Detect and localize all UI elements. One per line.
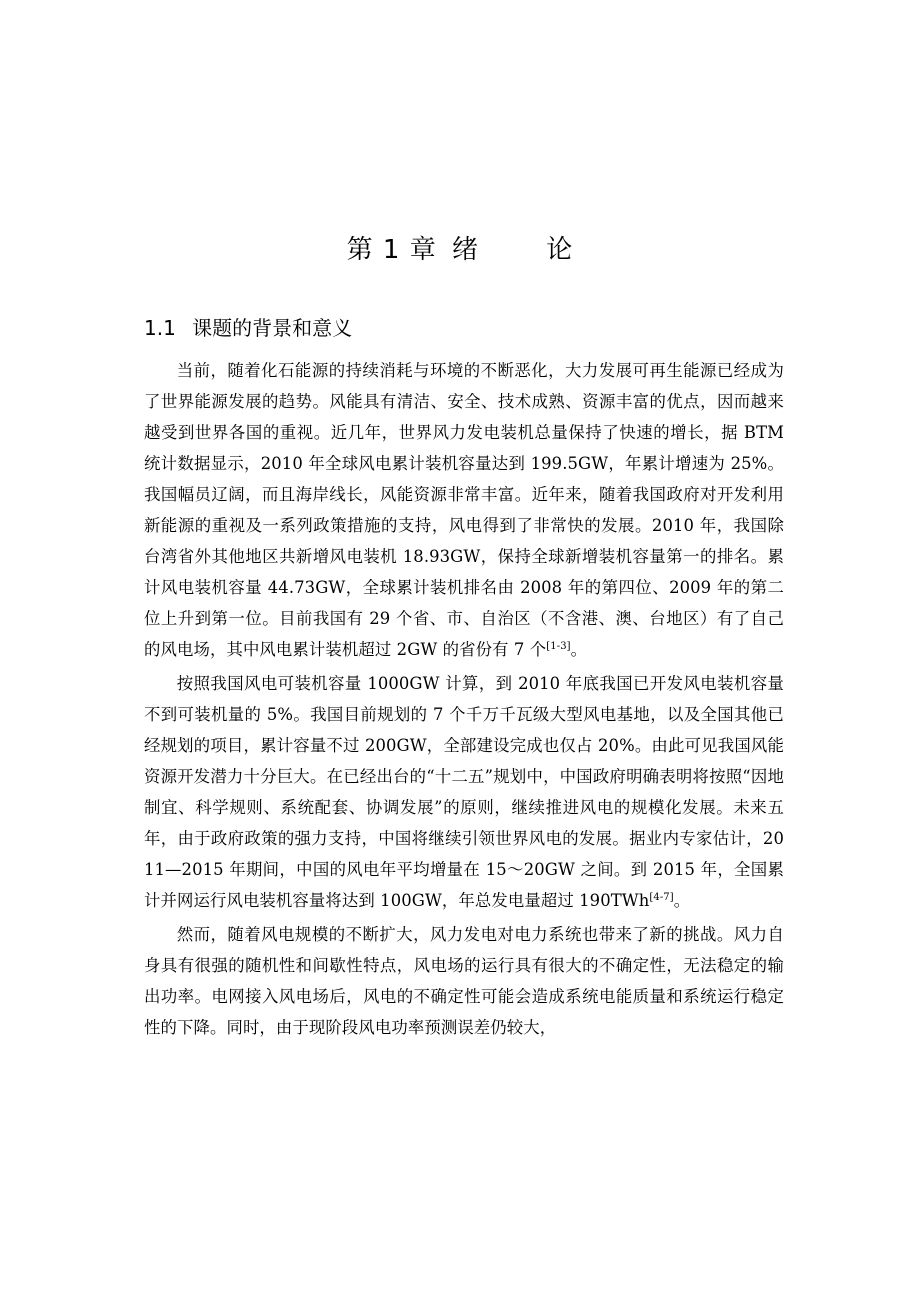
- section-title: 课题的背景和意义: [192, 316, 353, 340]
- paragraph-text: 然而，随着风电规模的不断扩大，风力发电对电力系统也带来了新的挑战。风力自身具有很强的随机性和间歇性特点，风电场的运行具有很大的不确定性，无法稳定的输出功率。电网接入风电场后，风电的不确定性可能会造成系统电能质量和系统运行稳定性的下降。同时，由于现阶段风电功率预测误差仍较大，: [144, 925, 784, 1037]
- chapter-title: [0, 232, 920, 268]
- paragraph-3: [144, 919, 784, 1043]
- section-heading: [144, 313, 352, 343]
- paragraph-2: [144, 668, 784, 916]
- chapter-number: 第 1 章: [346, 235, 437, 265]
- chapter-title-word-1: 绪: [452, 235, 480, 265]
- citation-reference: [4-7]: [649, 892, 674, 903]
- paragraph-end: 。: [673, 891, 691, 910]
- section-number: 1.1: [144, 316, 176, 340]
- paragraph-text: 当前，随着化石能源的持续消耗与环境的不断恶化，大力发展可再生能源已经成为了世界能源发展的趋势。风能具有清洁、安全、技术成熟、资源丰富的优点，因而越来越受到世界各国的重视。近几年，世界风力发电装机总量保持了快速的增长，据 BTM 统计数据显示，2010 年全球风电累计装机容量达到 199.5GW，年累计增速为 25%。我国幅员辽阔，而且海岸线长，风能资源非常丰富。近年来，随着我国政府对开发利用新能源的重视及一系列政策措施的支持，风电得到了非常快的发展。2010 年，我国除台湾省外其他地区共新增风电装机 18.93GW，保持全球新增装机容量第一的排名。累计风电装机容量 44.73GW，全球累计装机排名由 2008 年的第四位、2009 年的第二位上升到第一位。目前我国有 29 个省、市、自治区（不含港、澳、台地区）有了自己的风电场，其中风电累计装机超过 2GW 的省份有 7 个: [144, 361, 784, 659]
- citation-reference: [1-3]: [546, 641, 571, 652]
- paragraph-end: 。: [570, 640, 588, 659]
- paragraph-1: [144, 355, 784, 665]
- chapter-title-word-2: 论: [546, 235, 574, 265]
- body-text: [144, 355, 784, 1046]
- paragraph-text: 按照我国风电可装机容量 1000GW 计算，到 2010 年底我国已开发风电装机容量不到可装机量的 5%。我国目前规划的 7 个千万千瓦级大型风电基地，以及全国其他已经规划的项目，累计容量不过 200GW，全部建设完成也仅占 20%。由此可见我国风能资源开发潜力十分巨大。在已经出台的“十二五”规划中，中国政府明确表明将按照“因地制宜、科学规则、系统配套、协调发展”的原则，继续推进风电的规模化发展。未来五年，由于政府政策的强力支持，中国将继续引领世界风电的发展。据业内专家估计，2011—2015 年期间，中国的风电年平均增量在 15～20GW 之间。到 2015 年，全国累计并网运行风电装机容量将达到 100GW，年总发电量超过 190TWh: [144, 674, 784, 910]
